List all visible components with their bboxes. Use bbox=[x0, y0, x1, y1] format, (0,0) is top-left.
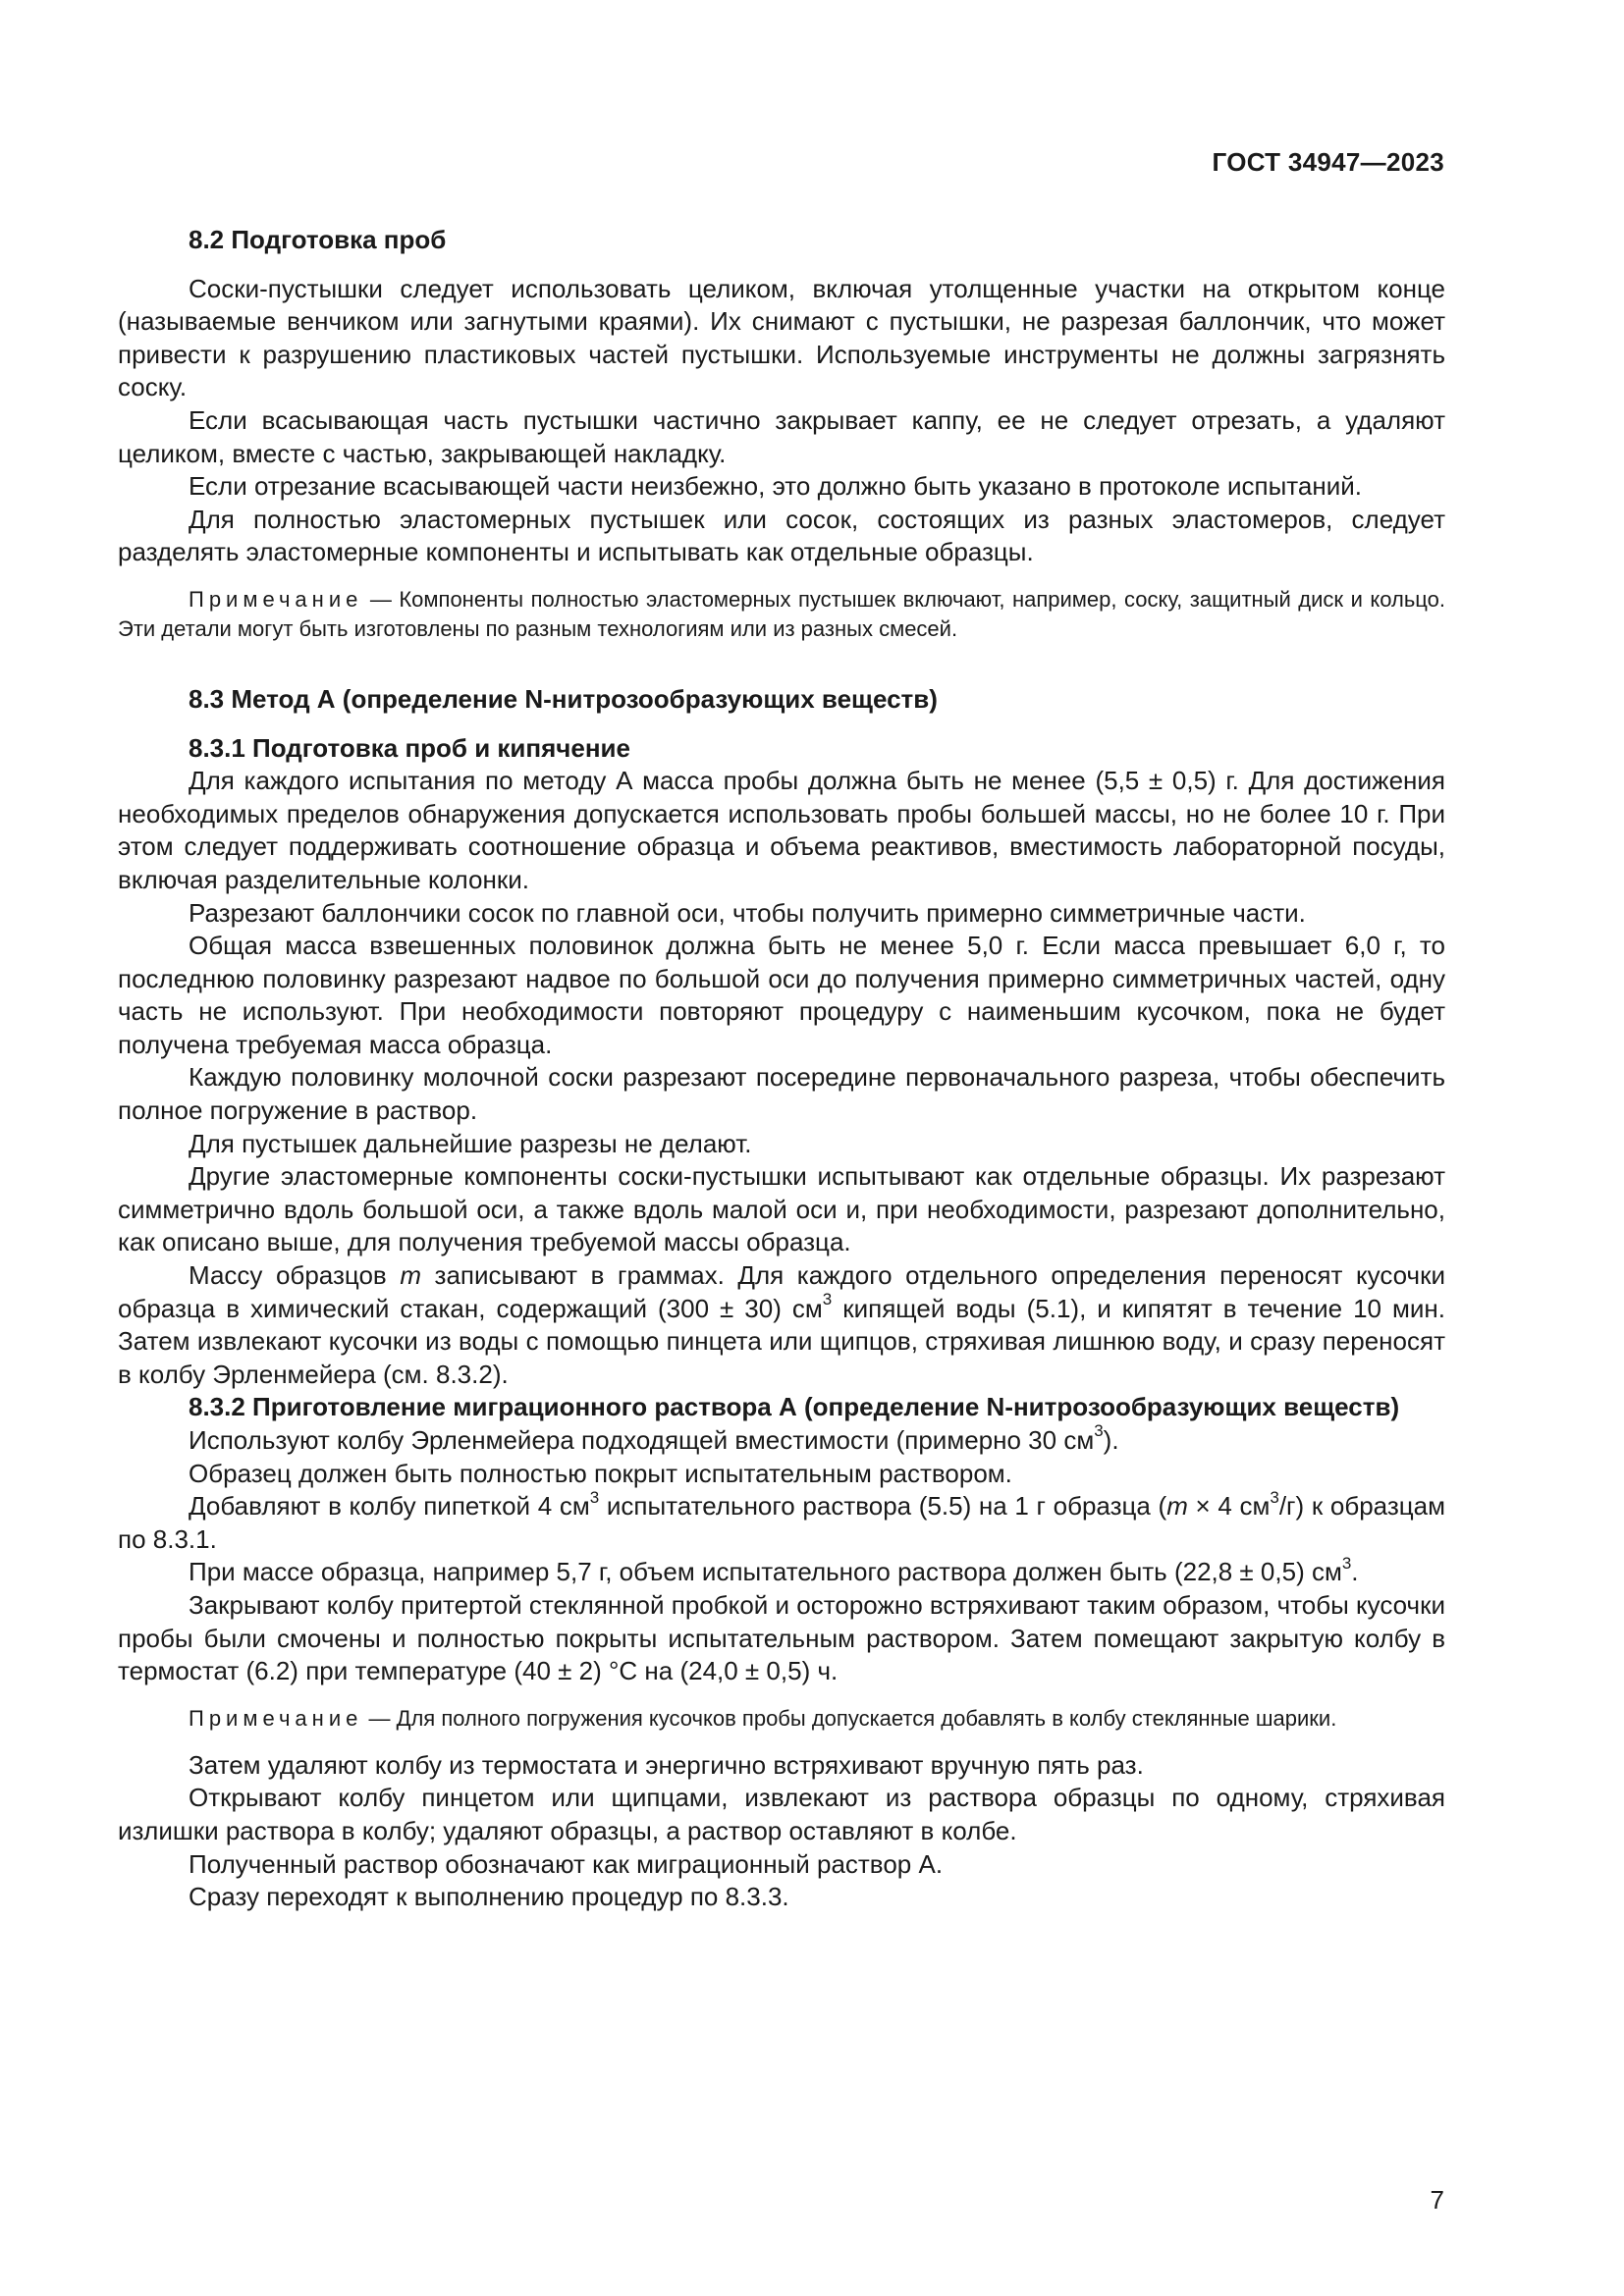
paragraph: Добавляют в колбу пипеткой 4 $см^3$ испытательного раствора (5.5) на 1 г образца (m × 4 $см^3/г$) к образцам по 8.3.1. bbox=[118, 1487, 1445, 1554]
paragraph: Для полностью эластомерных пустышек или сосок, состоящих из разных эластомеров, следует разделять эластомерные компоненты и испытывать как отдельные образцы. bbox=[118, 504, 1445, 567]
section-heading-8-3-2: 8.3.2 Приготовление миграционного раствора А (определение N-нитрозообразующих веществ) bbox=[189, 1392, 1400, 1422]
paragraph: Для пустышек дальнейшие разрезы не делают. bbox=[189, 1128, 752, 1158]
note-text: — Для полного погружения кусочков пробы допускается добавлять в колбу стеклянные шарики. bbox=[362, 1705, 1337, 1731]
paragraph: Затем удаляют колбу из термостата и энергично встряхивают вручную пять раз. bbox=[189, 1749, 1144, 1780]
page-number: 7 bbox=[1430, 2185, 1444, 2215]
paragraph: Общая масса взвешенных половинок должна быть не менее 5,0 г. Если масса превышает 6,0 г, то последнюю половинку разрезают надвое по большой оси до получения примерно симметричных частей, одну часть не используют. При необходимости повторяют процедуру с наименьшим кусочком, пока не будет получена требуемая масса образца. bbox=[118, 931, 1445, 1059]
section-heading-8-2: 8.2 Подготовка проб bbox=[189, 225, 447, 254]
note bbox=[118, 585, 1445, 644]
note-text: — Компоненты полностью эластомерных пустышек включают, например, соску, защитный диск и кольцо. Эти детали могут быть изготовлены по разным технологиям или из разных смесей. bbox=[118, 586, 1445, 641]
note-label: Примечание bbox=[189, 586, 363, 612]
paragraph: Каждую половинку молочной соски разрезают посередине первоначального разреза, чтобы обеспечить полное погружение в раствор. bbox=[118, 1062, 1445, 1126]
paragraph: Если отрезание всасывающей части неизбежно, это должно быть указано в протоколе испытаний. bbox=[189, 471, 1362, 502]
paragraph: Для каждого испытания по методу А масса пробы должна быть не менее (5,5 ± 0,5) г. Для достижения необходимых пределов обнаружения допускается использовать пробы большей массы, но не более 10 г. При этом следует поддерживать соотношение образца и объема реактивов, вместимость лабораторной посуды, включая разделительные колонки. bbox=[118, 766, 1445, 894]
paragraph: Открывают колбу пинцетом или щипцами, извлекают из раствора образцы по одному, стряхивая излишки раствора в колбу; удаляют образцы, а раствор оставляют в колбе. bbox=[118, 1783, 1445, 1845]
paragraph: Соски-пустышки следует использовать целиком, включая утолщенные участки на открытом конце (называемые венчиком или загнутыми краями). Их снимают с пустышки, не разрезая баллончик, что может привести к разрушению пластиковых частей пустышки. Используемые инструменты не должны загрязнять соску. bbox=[118, 273, 1445, 402]
document-body bbox=[118, 224, 1445, 1914]
paragraph: Другие эластомерные компоненты соски-пустышки испытывают как отдельные образцы. Их разрезают симметрично вдоль большой оси, а также вдоль малой оси и, при необходимости, разрезают дополнительно, как описано выше, для получения требуемой массы образца. bbox=[118, 1161, 1445, 1257]
note bbox=[118, 1704, 1445, 1734]
note-label: Примечание bbox=[189, 1705, 363, 1731]
paragraph: Полученный раствор обозначают как миграционный раствор А. bbox=[189, 1848, 944, 1879]
section-heading-8-3-1: 8.3.1 Подготовка проб и кипячение bbox=[189, 732, 630, 763]
paragraph: Образец должен быть полностью покрыт испытательным раствором. bbox=[189, 1458, 1012, 1488]
paragraph: Сразу переходят к выполнению процедур по 8.3.3. bbox=[189, 1882, 789, 1912]
paragraph: Массу образцов m записывают в граммах. Для каждого отдельного определения переносят кусочки образца в химический стакан, содержащий (300 ± 30) $см^3$ кипящей воды (5.1), и кипятят в течение 10 мин. Затем извлекают кусочки из воды с помощью пинцета или щипцов, стряхивая лишнюю воду, и сразу переносят в колбу Эрленмейера (см. 8.3.2). bbox=[118, 1260, 1445, 1389]
variable-m: m bbox=[1166, 1491, 1188, 1522]
paragraph: Если всасывающая часть пустышки частично закрывает каппу, ее не следует отрезать, а удаляют целиком, вместе с частью, закрывающей накладку. bbox=[118, 404, 1445, 468]
variable-m: m bbox=[400, 1260, 421, 1291]
paragraph: Разрезают баллончики сосок по главной оси, чтобы получить примерно симметричные части. bbox=[189, 897, 1306, 928]
paragraph: Закрывают колбу притертой стеклянной пробкой и осторожно встряхивают таким образом, чтобы кусочки пробы были смочены и полностью покрыты испытательным раствором. Затем помещают закрытую колбу в термостат (6.2) при температуре (40 ± 2) °С на (24,0 ± 0,5) ч. bbox=[118, 1589, 1446, 1686]
section-heading-8-3: 8.3 Метод А (определение N-нитрозообразующих веществ) bbox=[189, 683, 938, 714]
standard-header: ГОСТ 34947—2023 bbox=[1212, 147, 1444, 177]
paragraph: Используют колбу Эрленмейера подходящей вместимости (примерно 30 $см^3$). bbox=[189, 1421, 1119, 1455]
paragraph: При массе образца, например 5,7 г, объем испытательного раствора должен быть (22,8 ± 0,5) $см^3$. bbox=[189, 1553, 1359, 1587]
